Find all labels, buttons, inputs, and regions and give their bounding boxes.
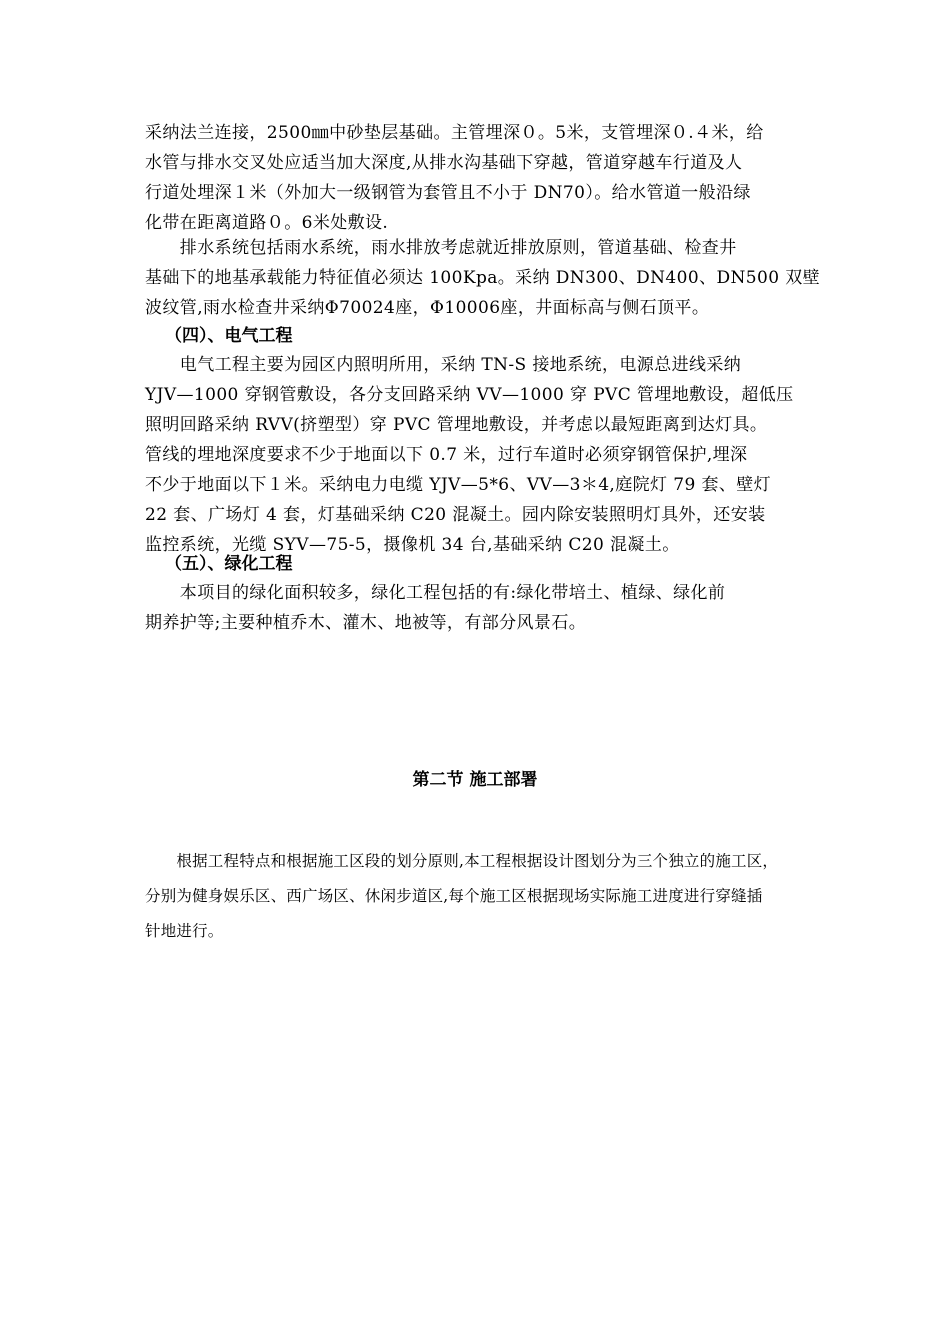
text-line: 照明回路采纳 RVV(挤塑型）穿 PVC 管埋地敷设，并考虑以最短距离到达灯具。 [145,415,768,435]
electrical-section [145,322,810,560]
text-line: 化带在距离道路０。6米处敷设. [145,213,389,233]
greening-section [145,550,810,638]
text-line: 管线的埋地深度要求不少于地面以下 0.7 米，过行车道时必须穿钢管保护,埋深 [145,445,748,465]
heading-greening: （五）、绿化工程 [165,554,293,574]
text-line: 22 套、广场灯 4 套，灯基础采纳 C20 混凝土。园内除安装照明灯具外，还安装 [145,505,766,525]
text-line: 电气工程主要为园区内照明所用，采纳 TN-S 接地系统，电源总进线采纳 [145,355,742,375]
text-line: 水管与排水交叉处应适当加大深度,从排水沟基础下穿越，管道穿越车行道及人 [145,153,743,173]
text-line: 本项目的绿化面积较多，绿化工程包括的有:绿化带培土、植绿、绿化前 [145,583,726,603]
text-line: 行道处埋深１米（外加大一级钢管为套管且不小于 DN70）。给水管道一般沿绿 [145,183,751,203]
text-line: 不少于地面以下１米。采纳电力电缆 YJV—5*6、VV—3＊4,庭院灯 79 套、壁灯 [145,475,772,495]
section-title: 第二节 施工部署 [412,770,538,790]
text-line: 分别为健身娱乐区、西广场区、休闲步道区,每个施工区根据现场实际施工进度进行穿缝插 [145,887,763,905]
text-line: YJV—1000 穿钢管敷设，各分支回路采纳 VV—1000 穿 PVC 管埋地敷设，超低压 [145,385,794,405]
text-line: 期养护等;主要种植乔木、灌木、地被等，有部分风景石。 [145,613,587,633]
text-line: 针地进行。 [145,922,224,940]
deployment-paragraph [145,844,810,949]
greening-paragraph [145,578,810,638]
text-line: 采纳法兰连接，2500㎜中砂垫层基础。主管埋深０。5米，支管埋深０.４米，给 [145,123,764,143]
drainage-paragraph [145,233,821,323]
electrical-paragraph [145,350,810,560]
text-line: 监控系统，光缆 SYV—75-5，摄像机 34 台,基础采纳 C20 混凝土。 [145,535,680,555]
heading-electrical: （四）、电气工程 [165,326,293,346]
water-supply-paragraph [145,118,810,238]
text-line: 根据工程特点和根据施工区段的划分原则,本工程根据设计图划分为三个独立的施工区， [145,852,779,870]
text-line: 基础下的地基承载能力特征值必须达 100Kpa。采纳 DN300、DN400、DN500 双壁 [145,268,821,288]
text-line: 排水系统包括雨水系统，雨水排放考虑就近排放原则，管道基础、检查井 [145,238,737,258]
text-line: 波纹管,雨水检查井采纳Φ70024座，Φ10006座，井面标高与侧石顶平。 [145,298,710,318]
